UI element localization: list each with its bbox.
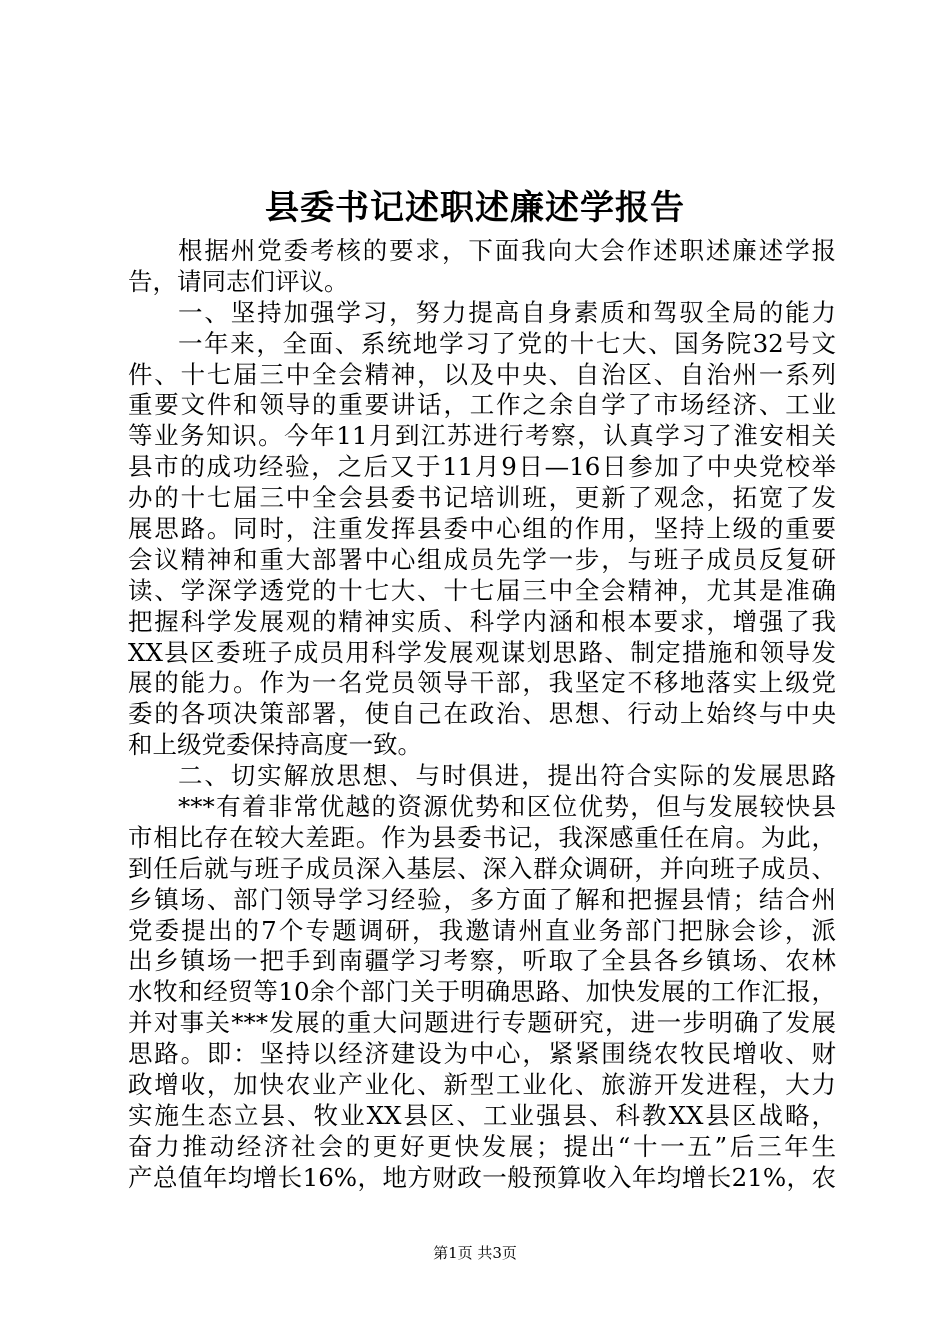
paragraph-line: 根据州党委考核的要求，下面我向大会作述职述廉述学报 (178, 236, 836, 265)
paragraph-line: ***有着非常优越的资源优势和区位优势，但与发展较快县 (178, 792, 836, 822)
paragraph-line: 市相比存在较大差距。作为县委书记，我深感重任在肩。为此， (128, 822, 836, 852)
paragraph-line: 思路。即：坚持以经济建设为中心，紧紧围绕农牧民增收、财 (128, 1039, 836, 1069)
paragraph-line: 和上级党委保持高度一致。 (128, 730, 422, 760)
paragraph-line: 会议精神和重大部署中心组成员先学一步，与班子成员反复研 (128, 544, 836, 574)
page-number-footer: 第1页 共3页 (433, 1244, 517, 1262)
section-heading: 二、切实解放思想、与时俱进，提出符合实际的发展思路 (178, 761, 836, 791)
paragraph-line: 产总值年均增长16%，地方财政一般预算收入年均增长21%，农 (128, 1162, 836, 1192)
paragraph-line: 出乡镇场一把手到南疆学习考察，听取了全县各乡镇场、农林 (128, 946, 836, 976)
paragraph-line: 并对事关***发展的重大问题进行专题研究，进一步明确了发展 (128, 1008, 836, 1038)
paragraph-line: 实施生态立县、牧业XX县区、工业强县、科教XX县区战略， (128, 1100, 836, 1130)
paragraph-line: 读、学深学透党的十七大、十七届三中全会精神，尤其是准确 (128, 575, 836, 605)
section-heading: 一、坚持加强学习，努力提高自身素质和驾驭全局的能力 (178, 297, 836, 327)
paragraph-line: 等业务知识。今年11月到江苏进行考察，认真学习了淮安相关 (128, 421, 836, 451)
paragraph-line: 奋力推动经济社会的更好更快发展；提出“十一五”后三年生 (128, 1131, 836, 1161)
paragraph-line: 党委提出的7个专题调研，我邀请州直业务部门把脉会诊，派 (128, 915, 836, 945)
paragraph-line: XX县区委班子成员用科学发展观谋划思路、制定措施和领导发 (128, 637, 836, 667)
paragraph-line: 政增收，加快农业产业化、新型工业化、旅游开发进程，大力 (128, 1070, 836, 1100)
paragraph-line: 重要文件和领导的重要讲话，工作之余自学了市场经济、工业 (128, 390, 836, 420)
document-body (128, 236, 836, 1194)
paragraph-line: 乡镇场、部门领导学习经验，多方面了解和把握县情；结合州 (128, 884, 836, 914)
paragraph-line: 件、十七届三中全会精神，以及中央、自治区、自治州一系列 (128, 359, 836, 389)
paragraph-line: 委的各项决策部署，使自己在政治、思想、行动上始终与中央 (128, 699, 836, 729)
paragraph-line: 水牧和经贸等10余个部门关于明确思路、加快发展的工作汇报， (128, 977, 836, 1007)
document-title: 县委书记述职述廉述学报告 (265, 188, 685, 228)
paragraph-line: 展思路。同时，注重发挥县委中心组的作用，坚持上级的重要 (128, 514, 836, 544)
paragraph-line: 告，请同志们评议。 (128, 266, 349, 296)
paragraph-line: 县市的成功经验，之后又于11月9日—16日参加了中央党校举 (128, 452, 836, 482)
paragraph-line: 展的能力。作为一名党员领导干部，我坚定不移地落实上级党 (128, 668, 836, 698)
paragraph-line: 把握科学发展观的精神实质、科学内涵和根本要求，增强了我 (128, 606, 836, 636)
paragraph-line: 办的十七届三中全会县委书记培训班，更新了观念，拓宽了发 (128, 483, 836, 513)
paragraph-line: 到任后就与班子成员深入基层、深入群众调研，并向班子成员、 (128, 853, 836, 883)
paragraph-line: 一年来，全面、系统地学习了党的十七大、国务院32号文 (178, 328, 836, 358)
